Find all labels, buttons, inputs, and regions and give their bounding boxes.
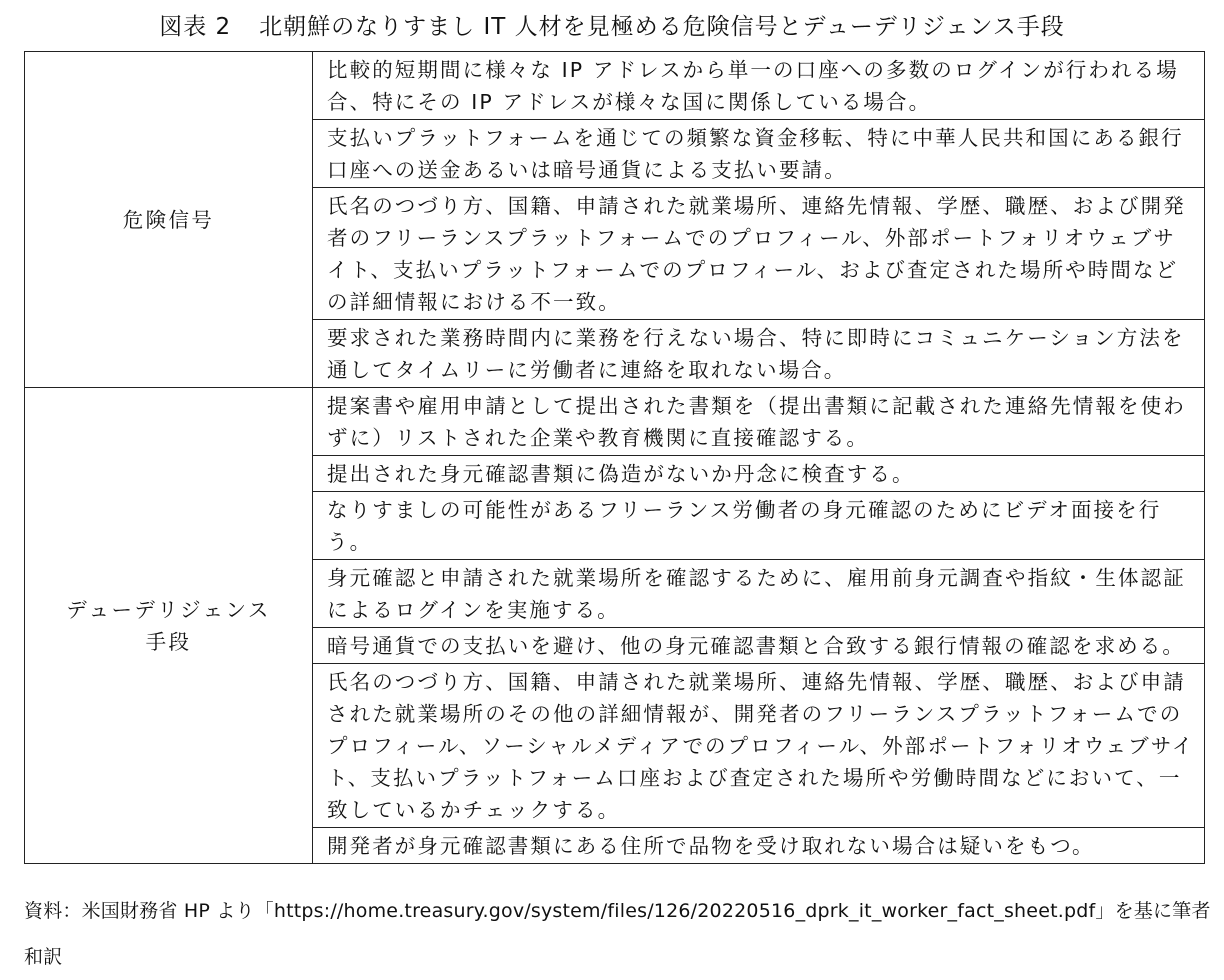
figure-title-text: 北朝鮮のなりすまし IT 人材を見極める危険信号とデューデリジェンス手段 [259,14,1065,40]
table-cell: 提出された身元確認書類に偽造がないか丹念に検査する。 [313,456,1205,492]
table-row [25,388,1205,456]
figure-title [0,8,1224,41]
category-cell-red-flags [25,52,313,388]
table-cell: 比較的短期間に様々な IP アドレスから単一の口座への多数のログインが行われる場合、特にその IP アドレスが様々な国に関係している場合。 [313,52,1205,120]
figure-number: 図表 2 [159,14,232,40]
signals-table [24,51,1205,864]
table-cell: 開発者が身元確認書類にある住所で品物を受け取れない場合は疑いをもつ。 [313,828,1205,864]
category-label: 危険信号 [122,207,215,232]
source-note [24,888,1214,980]
table-cell: 提案書や雇用申請として提出された書類を（提出書類に記載された連絡先情報を使わずに）リストされた企業や教育機関に直接確認する。 [313,388,1205,456]
table-cell: 身元確認と申請された就業場所を確認するために、雇用前身元調査や指紋・生体認証によるログインを実施する。 [313,560,1205,628]
table-cell: なりすましの可能性があるフリーランス労働者の身元確認のためにビデオ面接を行う。 [313,492,1205,560]
table-row [25,52,1205,120]
category-label: デューデリジェンス [66,597,271,622]
table-cell: 氏名のつづり方、国籍、申請された就業場所、連絡先情報、学歴、職歴、および開発者のフリーランスプラットフォームでのプロフィール、外部ポートフォリオウェブサイト、支払いプラットフォームでのプロフィール、および査定された場所や時間などの詳細情報における不一致。 [313,188,1205,320]
table-cell: 氏名のつづり方、国籍、申請された就業場所、連絡先情報、学歴、職歴、および申請された就業場所のその他の詳細情報が、開発者のフリーランスプラットフォームでのプロフィール、ソーシャルメディアでのプロフィール、外部ポートフォリオウェブサイト、支払いプラットフォーム口座および査定された場所や労働時間などにおいて、一致しているかチェックする。 [313,664,1205,828]
table-cell: 要求された業務時間内に業務を行えない場合、特に即時にコミュニケーション方法を通してタイムリーに労働者に連絡を取れない場合。 [313,320,1205,388]
table-cell: 暗号通貨での支払いを避け、他の身元確認書類と合致する銀行情報の確認を求める。 [313,628,1205,664]
source-text: 資料：米国財務省 HP より「https://home.treasury.gov/system/files/126/20220516_dprk_it_worker_fact_sheet.pdf」を基に筆者和訳 [24,900,1211,968]
category-label: 手段 [145,629,192,654]
table-cell: 支払いプラットフォームを通じての頻繁な資金移転、特に中華人民共和国にある銀行口座への送金あるいは暗号通貨による支払い要請。 [313,120,1205,188]
category-cell-due-diligence [25,388,313,864]
